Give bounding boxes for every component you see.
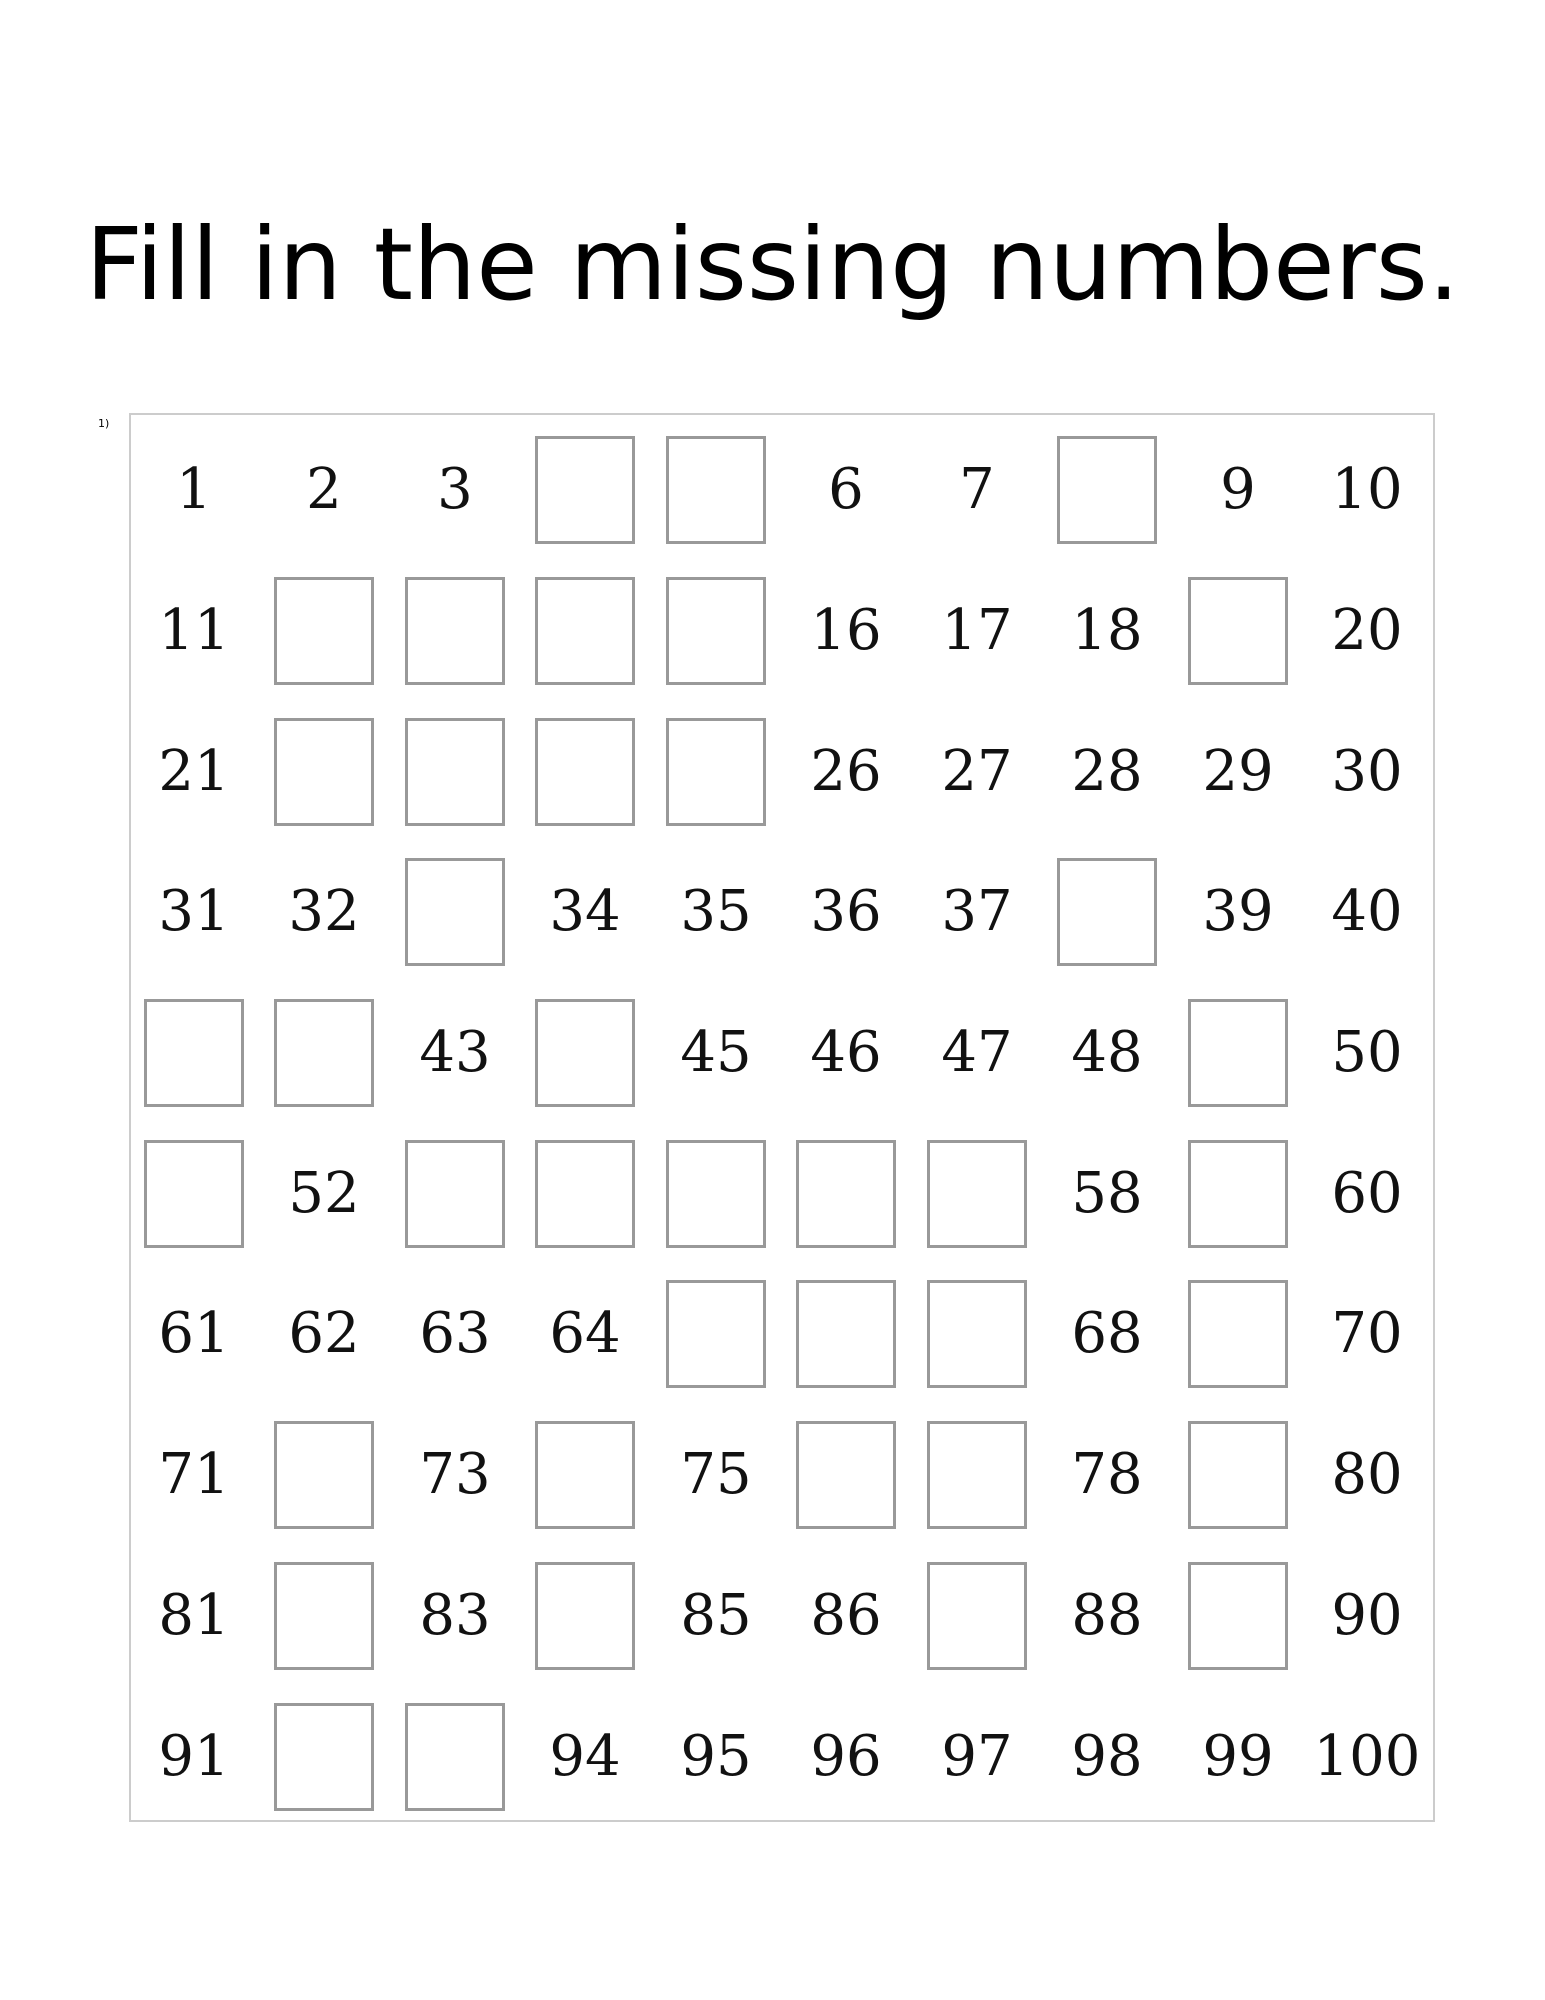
grid-cell bbox=[781, 702, 911, 843]
answer-box[interactable] bbox=[1188, 1280, 1288, 1388]
grid-cell-blank bbox=[651, 702, 781, 843]
grid-cell bbox=[781, 983, 911, 1124]
grid-number: 85 bbox=[680, 1583, 752, 1648]
grid-number: 86 bbox=[810, 1583, 882, 1648]
grid-cell-blank bbox=[1173, 1405, 1303, 1546]
answer-box[interactable] bbox=[274, 1562, 374, 1670]
grid-number: 52 bbox=[288, 1161, 360, 1226]
grid-number: 75 bbox=[680, 1442, 752, 1507]
grid-number: 45 bbox=[680, 1020, 752, 1085]
answer-box[interactable] bbox=[405, 858, 505, 966]
grid-number: 73 bbox=[419, 1442, 491, 1507]
grid-cell bbox=[1042, 1546, 1172, 1687]
grid-cell-blank bbox=[912, 1405, 1042, 1546]
grid-number: 97 bbox=[941, 1724, 1013, 1789]
grid-cell-blank bbox=[1173, 561, 1303, 702]
grid-cell-blank bbox=[1173, 1124, 1303, 1265]
grid-cell bbox=[1302, 842, 1432, 983]
grid-number: 32 bbox=[288, 879, 360, 944]
answer-box[interactable] bbox=[535, 999, 635, 1107]
grid-number: 1 bbox=[176, 457, 212, 522]
grid-number: 98 bbox=[1071, 1724, 1143, 1789]
grid-number: 81 bbox=[158, 1583, 230, 1648]
grid-cell-blank bbox=[1173, 983, 1303, 1124]
answer-box[interactable] bbox=[796, 1280, 896, 1388]
grid-cell bbox=[390, 983, 520, 1124]
grid-cell bbox=[781, 561, 911, 702]
grid-cell-blank bbox=[520, 420, 650, 561]
grid-cell-blank bbox=[912, 1124, 1042, 1265]
grid-number: 63 bbox=[419, 1301, 491, 1366]
grid-cell-blank bbox=[651, 561, 781, 702]
grid-number: 61 bbox=[158, 1301, 230, 1366]
answer-box[interactable] bbox=[535, 436, 635, 544]
grid-cell bbox=[781, 842, 911, 983]
grid-cell bbox=[129, 1405, 259, 1546]
answer-box[interactable] bbox=[927, 1421, 1027, 1529]
grid-cell bbox=[1302, 702, 1432, 843]
grid-cell bbox=[390, 420, 520, 561]
grid-cell bbox=[1042, 1687, 1172, 1828]
grid-cell bbox=[1302, 1687, 1432, 1828]
grid-number: 64 bbox=[549, 1301, 621, 1366]
answer-box[interactable] bbox=[1188, 999, 1288, 1107]
grid-cell-blank bbox=[651, 420, 781, 561]
answer-box[interactable] bbox=[927, 1280, 1027, 1388]
grid-cell bbox=[520, 1264, 650, 1405]
grid-cell-blank bbox=[520, 1124, 650, 1265]
grid-cell bbox=[651, 1546, 781, 1687]
grid-number: 88 bbox=[1071, 1583, 1143, 1648]
grid-cell-blank bbox=[520, 561, 650, 702]
grid-cell bbox=[651, 983, 781, 1124]
grid-number: 3 bbox=[437, 457, 473, 522]
grid-number: 71 bbox=[158, 1442, 230, 1507]
grid-cell bbox=[390, 1546, 520, 1687]
answer-box[interactable] bbox=[274, 577, 374, 685]
grid-cell bbox=[129, 1546, 259, 1687]
worksheet-title: Fill in the missing numbers. bbox=[85, 206, 1460, 323]
grid-number: 28 bbox=[1071, 739, 1143, 804]
answer-box[interactable] bbox=[274, 718, 374, 826]
answer-box[interactable] bbox=[927, 1140, 1027, 1248]
grid-cell-blank bbox=[912, 1264, 1042, 1405]
grid-cell bbox=[651, 1405, 781, 1546]
grid-cell bbox=[1302, 1405, 1432, 1546]
answer-box[interactable] bbox=[144, 1140, 244, 1248]
grid-cell-blank bbox=[520, 1405, 650, 1546]
answer-box[interactable] bbox=[274, 999, 374, 1107]
answer-box[interactable] bbox=[144, 999, 244, 1107]
answer-box[interactable] bbox=[535, 1562, 635, 1670]
grid-number: 26 bbox=[810, 739, 882, 804]
grid-cell-blank bbox=[259, 561, 389, 702]
grid-cell bbox=[129, 420, 259, 561]
grid-number: 2 bbox=[306, 457, 342, 522]
grid-number: 68 bbox=[1071, 1301, 1143, 1366]
grid-number: 20 bbox=[1331, 598, 1403, 663]
grid-number: 50 bbox=[1331, 1020, 1403, 1085]
grid-number: 94 bbox=[549, 1724, 621, 1789]
grid-cell bbox=[1042, 1405, 1172, 1546]
grid-cell-blank bbox=[651, 1124, 781, 1265]
grid-cell bbox=[781, 1687, 911, 1828]
grid-cell bbox=[259, 842, 389, 983]
answer-box[interactable] bbox=[927, 1562, 1027, 1670]
grid-cell-blank bbox=[259, 1546, 389, 1687]
grid-number: 40 bbox=[1331, 879, 1403, 944]
grid-cell-blank bbox=[1173, 1546, 1303, 1687]
grid-cell bbox=[520, 1687, 650, 1828]
grid-number: 18 bbox=[1071, 598, 1143, 663]
grid-cell bbox=[1302, 983, 1432, 1124]
grid-number: 36 bbox=[810, 879, 882, 944]
grid-number: 95 bbox=[680, 1724, 752, 1789]
grid-cell bbox=[129, 561, 259, 702]
grid-cell bbox=[520, 842, 650, 983]
answer-box[interactable] bbox=[405, 718, 505, 826]
grid-cell-blank bbox=[781, 1405, 911, 1546]
grid-cell bbox=[390, 1405, 520, 1546]
answer-box[interactable] bbox=[796, 1421, 896, 1529]
grid-number: 31 bbox=[158, 879, 230, 944]
grid-cell bbox=[651, 842, 781, 983]
answer-box[interactable] bbox=[405, 1703, 505, 1811]
grid-cell bbox=[1302, 1546, 1432, 1687]
grid-cell bbox=[1173, 842, 1303, 983]
grid-cell-blank bbox=[259, 702, 389, 843]
problem-number: 1) bbox=[98, 417, 110, 430]
answer-box[interactable] bbox=[274, 1421, 374, 1529]
grid-cell-blank bbox=[520, 983, 650, 1124]
grid-number: 37 bbox=[941, 879, 1013, 944]
grid-number: 47 bbox=[941, 1020, 1013, 1085]
grid-number: 11 bbox=[158, 598, 230, 663]
grid-cell-blank bbox=[259, 1687, 389, 1828]
answer-box[interactable] bbox=[1188, 1140, 1288, 1248]
grid-number: 27 bbox=[941, 739, 1013, 804]
grid-cell bbox=[259, 1124, 389, 1265]
grid-cell bbox=[1302, 420, 1432, 561]
grid-cell bbox=[129, 702, 259, 843]
grid-cell-blank bbox=[651, 1264, 781, 1405]
grid-cell bbox=[259, 1264, 389, 1405]
grid-cell bbox=[1042, 983, 1172, 1124]
grid-cell bbox=[1173, 702, 1303, 843]
grid-cell-blank bbox=[781, 1264, 911, 1405]
grid-cell bbox=[1173, 1687, 1303, 1828]
grid-cell-blank bbox=[1042, 420, 1172, 561]
grid-cell-blank bbox=[129, 983, 259, 1124]
grid-number: 10 bbox=[1331, 457, 1403, 522]
grid-cell bbox=[912, 561, 1042, 702]
grid-cell-blank bbox=[1173, 1264, 1303, 1405]
grid-number: 7 bbox=[959, 457, 995, 522]
grid-number: 9 bbox=[1220, 457, 1256, 522]
grid-cell bbox=[1302, 561, 1432, 702]
grid-cell bbox=[259, 420, 389, 561]
grid-number: 34 bbox=[549, 879, 621, 944]
grid-cell bbox=[781, 1546, 911, 1687]
grid-cell-blank bbox=[259, 1405, 389, 1546]
grid-cell bbox=[781, 420, 911, 561]
answer-box[interactable] bbox=[1188, 1562, 1288, 1670]
grid-number: 62 bbox=[288, 1301, 360, 1366]
answer-box[interactable] bbox=[274, 1703, 374, 1811]
answer-box[interactable] bbox=[535, 1140, 635, 1248]
grid-cell bbox=[912, 702, 1042, 843]
answer-box[interactable] bbox=[666, 436, 766, 544]
grid-number: 99 bbox=[1202, 1724, 1274, 1789]
grid-number: 70 bbox=[1331, 1301, 1403, 1366]
grid-cell-blank bbox=[781, 1124, 911, 1265]
grid-cell-blank bbox=[1042, 842, 1172, 983]
answer-box[interactable] bbox=[535, 577, 635, 685]
grid-cell bbox=[651, 1687, 781, 1828]
grid-number: 39 bbox=[1202, 879, 1274, 944]
answer-box[interactable] bbox=[535, 718, 635, 826]
answer-box[interactable] bbox=[1188, 577, 1288, 685]
grid-number: 80 bbox=[1331, 1442, 1403, 1507]
grid-cell bbox=[1042, 1124, 1172, 1265]
grid-number: 30 bbox=[1331, 739, 1403, 804]
grid-cell-blank bbox=[390, 702, 520, 843]
answer-box[interactable] bbox=[1057, 436, 1157, 544]
grid-number: 90 bbox=[1331, 1583, 1403, 1648]
grid-cell bbox=[1302, 1124, 1432, 1265]
answer-box[interactable] bbox=[666, 1140, 766, 1248]
grid-number: 96 bbox=[810, 1724, 882, 1789]
grid-cell bbox=[912, 420, 1042, 561]
grid-cell-blank bbox=[390, 842, 520, 983]
answer-box[interactable] bbox=[405, 577, 505, 685]
grid-number: 16 bbox=[810, 598, 882, 663]
answer-box[interactable] bbox=[1057, 858, 1157, 966]
grid-cell bbox=[1302, 1264, 1432, 1405]
grid-cell bbox=[390, 1264, 520, 1405]
grid-cell-blank bbox=[390, 1687, 520, 1828]
answer-box[interactable] bbox=[1188, 1421, 1288, 1529]
answer-box[interactable] bbox=[666, 1280, 766, 1388]
grid-number: 29 bbox=[1202, 739, 1274, 804]
grid-number: 48 bbox=[1071, 1020, 1143, 1085]
answer-box[interactable] bbox=[535, 1421, 635, 1529]
grid-number: 83 bbox=[419, 1583, 491, 1648]
grid-number: 91 bbox=[158, 1724, 230, 1789]
grid-cell-blank bbox=[912, 1546, 1042, 1687]
answer-box[interactable] bbox=[796, 1140, 896, 1248]
grid-cell-blank bbox=[520, 1546, 650, 1687]
grid-number: 46 bbox=[810, 1020, 882, 1085]
grid-cell bbox=[1042, 561, 1172, 702]
grid-cell-blank bbox=[390, 1124, 520, 1265]
answer-box[interactable] bbox=[666, 577, 766, 685]
grid-cell bbox=[129, 1264, 259, 1405]
grid-cell bbox=[129, 1687, 259, 1828]
grid-cell bbox=[912, 842, 1042, 983]
grid-number: 21 bbox=[158, 739, 230, 804]
grid-cell bbox=[912, 1687, 1042, 1828]
grid-number: 35 bbox=[680, 879, 752, 944]
grid-cell-blank bbox=[129, 1124, 259, 1265]
grid-cell-blank bbox=[390, 561, 520, 702]
grid-number: 100 bbox=[1313, 1724, 1421, 1789]
grid-cell bbox=[1173, 420, 1303, 561]
grid-cell-blank bbox=[520, 702, 650, 843]
answer-box[interactable] bbox=[405, 1140, 505, 1248]
grid-cell bbox=[129, 842, 259, 983]
grid-cell bbox=[1042, 702, 1172, 843]
grid-number: 6 bbox=[828, 457, 864, 522]
grid-number: 58 bbox=[1071, 1161, 1143, 1226]
grid-cell bbox=[912, 983, 1042, 1124]
grid-number: 17 bbox=[941, 598, 1013, 663]
grid-number: 60 bbox=[1331, 1161, 1403, 1226]
answer-box[interactable] bbox=[666, 718, 766, 826]
grid-number: 78 bbox=[1071, 1442, 1143, 1507]
grid-number: 43 bbox=[419, 1020, 491, 1085]
grid-cell bbox=[1042, 1264, 1172, 1405]
grid-cell-blank bbox=[259, 983, 389, 1124]
